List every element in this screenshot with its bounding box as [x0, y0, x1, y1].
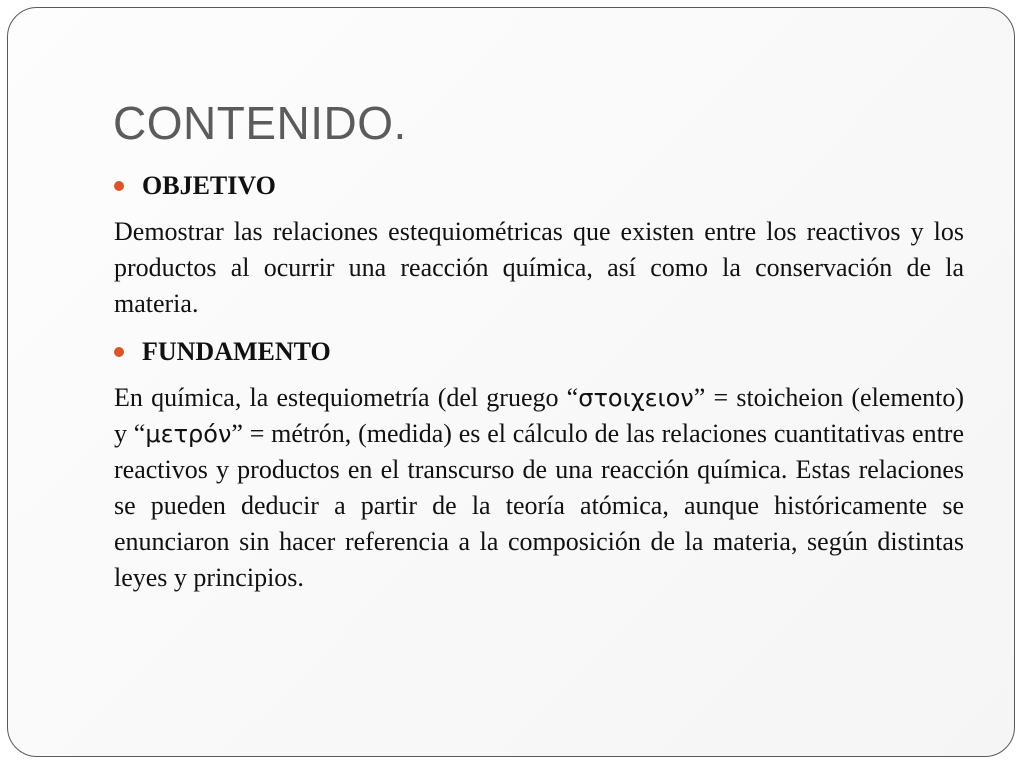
- paragraph-fundamento: [114, 380, 964, 596]
- paragraph-fundamento-text-1: En química, la estequiometría (del gruego “: [114, 383, 579, 412]
- slide-content: [114, 170, 964, 610]
- greek-word-stoicheion: στοιχειον: [578, 384, 694, 412]
- paragraph-fundamento-text-2: ” = stoicheion (elemento) y “: [114, 383, 964, 448]
- bullet-dot-icon: [114, 347, 124, 357]
- section-heading-fundamento: FUNDAMENTO: [142, 337, 331, 366]
- section-heading-objetivo: OBJETIVO: [142, 171, 276, 200]
- paragraph-fundamento-text-3: ” = métrón, (medida) es el cálculo de las relaciones cuantitativas entre reactivos y productos en el transcurso de una reacción química. Estas relaciones se pueden deducir a partir de la teoría atómica, aunque históricamente se enunciaron sin hacer referencia a la composición de la materia, según distintas leyes y principios.: [114, 419, 964, 592]
- bullet-dot-icon: [114, 181, 124, 191]
- greek-word-metron: μετρόν: [145, 420, 232, 448]
- paragraph-objetivo: Demostrar las relaciones estequiométricas que existen entre los reactivos y los productos al ocurrir una reacción química, así como la conservación de la materia.: [114, 217, 964, 318]
- bullet-fundamento: [114, 336, 964, 368]
- slide: [7, 7, 1015, 757]
- bullet-objetivo: [114, 170, 964, 202]
- slide-title: CONTENIDO.: [113, 97, 407, 149]
